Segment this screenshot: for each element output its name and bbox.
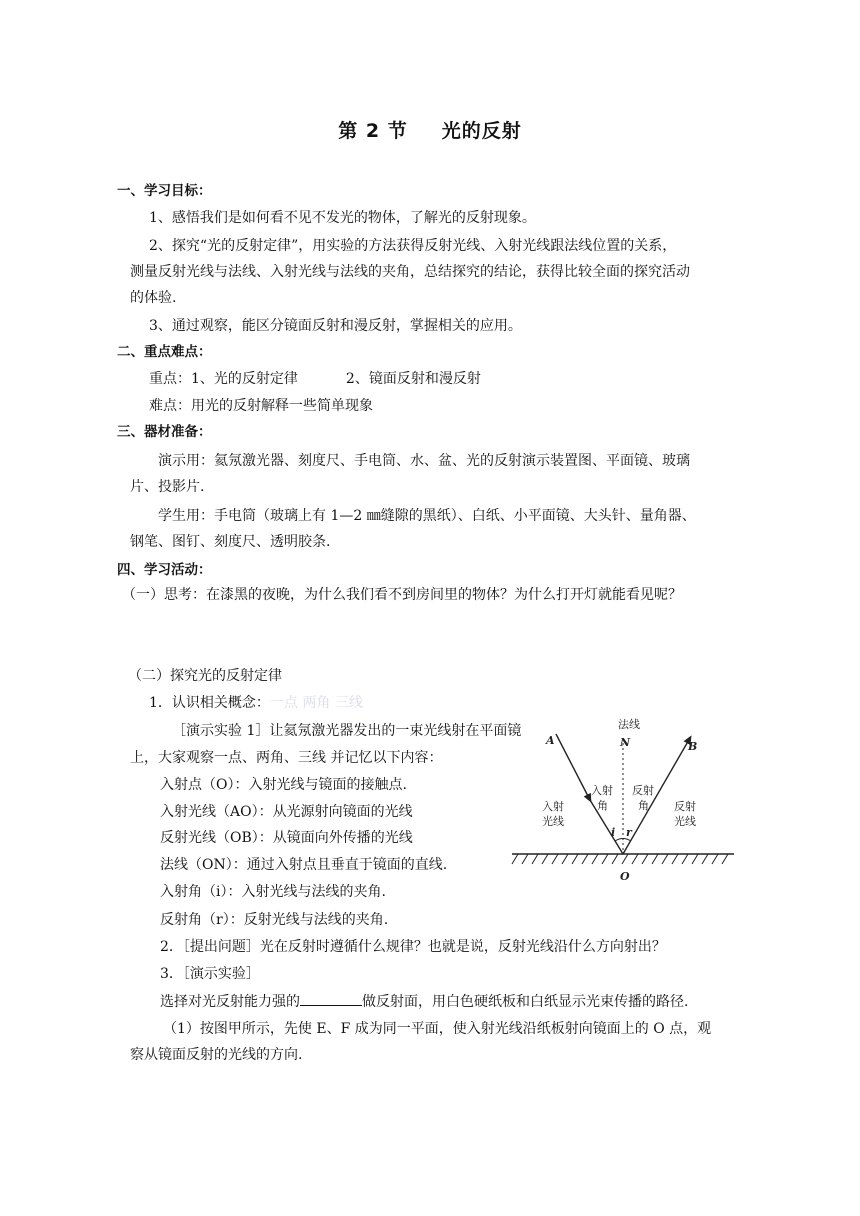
- incident-ray-arrow: [556, 734, 590, 800]
- focus-item-2: 2、镜面反射和漫反射: [345, 371, 481, 387]
- activities-heading: 四、学习活动：: [117, 562, 212, 578]
- focus-line: [149, 369, 481, 389]
- normal-label: 法线: [618, 718, 640, 731]
- think-question: （一）思考：在漆黑的夜晚，为什么我们看不到房间里的物体？为什么打开灯就能看见呢？: [122, 587, 682, 603]
- label-a: A: [546, 734, 555, 747]
- demo-materials-line-1: 演示用：氦氖激光器、刻度尺、手电筒、水、盆、光的反射演示装置图、平面镜、玻璃: [158, 453, 690, 469]
- incident-angle-label-2: 角: [597, 799, 608, 812]
- goal-item-2-line-3: 的体验.: [130, 290, 177, 306]
- reflection-diagram: [506, 712, 738, 888]
- reflect-angle-label-1: 反射: [632, 784, 654, 797]
- definition-reflected-angle: 反射角（r）：反射光线与法线的夹角.: [160, 912, 389, 928]
- label-b: B: [688, 740, 698, 753]
- demo1-line-2: 上，大家观察一点、两角、三线 并记忆以下内容：: [130, 750, 443, 766]
- select-surface-text-a: 选择对光反射能力强的: [160, 994, 300, 1010]
- concepts-faded-text: 一点 两角 三线: [269, 695, 363, 711]
- reflect-ray-label-2: 光线: [674, 815, 696, 828]
- demo-experiment-heading: 3．［演示实验］: [160, 966, 260, 982]
- goal-item-1: 1、感悟我们是如何看不见不发光的物体，了解光的反射现象。: [149, 210, 536, 226]
- explore-title: （二）探究光的反射定律: [128, 668, 282, 684]
- reflect-angle-label-2: 角: [638, 799, 649, 812]
- definition-reflected-ray: 反射光线（OB）：从镜面向外传播的光线: [160, 830, 413, 846]
- section-number: 第 2 节: [338, 120, 408, 142]
- incident-ray-label-1: 入射: [542, 800, 564, 813]
- concepts-label: 1．认识相关概念：: [149, 695, 270, 711]
- definition-incident-ray: 入射光线（AO）：从光源射向镜面的光线: [160, 804, 413, 820]
- definition-normal: 法线（ON）：通过入射点且垂直于镜面的直线.: [160, 857, 448, 873]
- reflect-ray-label-1: 反射: [674, 800, 696, 813]
- question-line: 2．［提出问题］光在反射时遵循什么规律？也就是说，反射光线沿什么方向射出？: [160, 939, 666, 955]
- incident-angle-label-1: 入射: [591, 784, 613, 797]
- fill-in-blank: [300, 991, 362, 1006]
- student-materials-line-2: 钢笔、图钉、刻度尺、透明胶条.: [130, 534, 331, 550]
- goals-heading: 一、学习目标：: [117, 183, 212, 199]
- label-i: i: [611, 826, 616, 839]
- page-title: [0, 116, 860, 143]
- concepts-line: [149, 693, 363, 713]
- step1-line-2: 察从镜面反射的光线的方向.: [130, 1047, 303, 1063]
- select-surface-line: [160, 991, 688, 1012]
- goal-item-3: 3、通过观察，能区分镜面反射和漫反射，掌握相关的应用。: [149, 318, 522, 334]
- mirror-hatching: [512, 854, 728, 864]
- difficulty-line: 难点：用光的反射解释一些简单现象: [149, 398, 373, 414]
- goal-item-2-line-2: 测量反射光线与法线、入射光线与法线的夹角，总结探究的结论，获得比较全面的探究活动: [130, 264, 690, 280]
- definition-incident-angle: 入射角（i）：入射光线与法线的夹角.: [160, 884, 386, 900]
- select-surface-text-b: 做反射面，用白色硬纸板和白纸显示光束传播的路径.: [362, 994, 689, 1010]
- definition-incidence-point: 入射点（O）：入射光线与镜面的接触点.: [160, 777, 407, 793]
- step1-line-1: （1）按图甲所示，先使 E、F 成为同一平面，使入射光线沿纸板射向镜面上的 O 点，观: [163, 1021, 712, 1037]
- section-name: 光的反射: [441, 120, 522, 142]
- label-r: r: [626, 826, 632, 839]
- goal-item-2-line-1: 2、探究“光的反射定律”，用实验的方法获得反射光线、入射光线跟法线位置的关系，: [149, 238, 677, 254]
- demo1-line-1: ［演示实验 1］让氦氖激光器发出的一束光线射在平面镜: [172, 723, 522, 739]
- student-materials-line-1: 学生用：手电筒（玻璃上有 1—2 ㎜缝隙的黑纸）、白纸、小平面镜、大头针、量角器、: [158, 508, 696, 524]
- label-n: N: [620, 736, 631, 749]
- keypoints-heading: 二、重点难点：: [117, 344, 212, 360]
- demo-materials-line-2: 片、投影片.: [130, 479, 205, 495]
- materials-heading: 三、器材准备：: [117, 424, 212, 440]
- focus-item-1: 重点：1、光的反射定律: [149, 371, 298, 387]
- incident-ray-label-2: 光线: [542, 815, 564, 828]
- label-o: O: [620, 870, 630, 883]
